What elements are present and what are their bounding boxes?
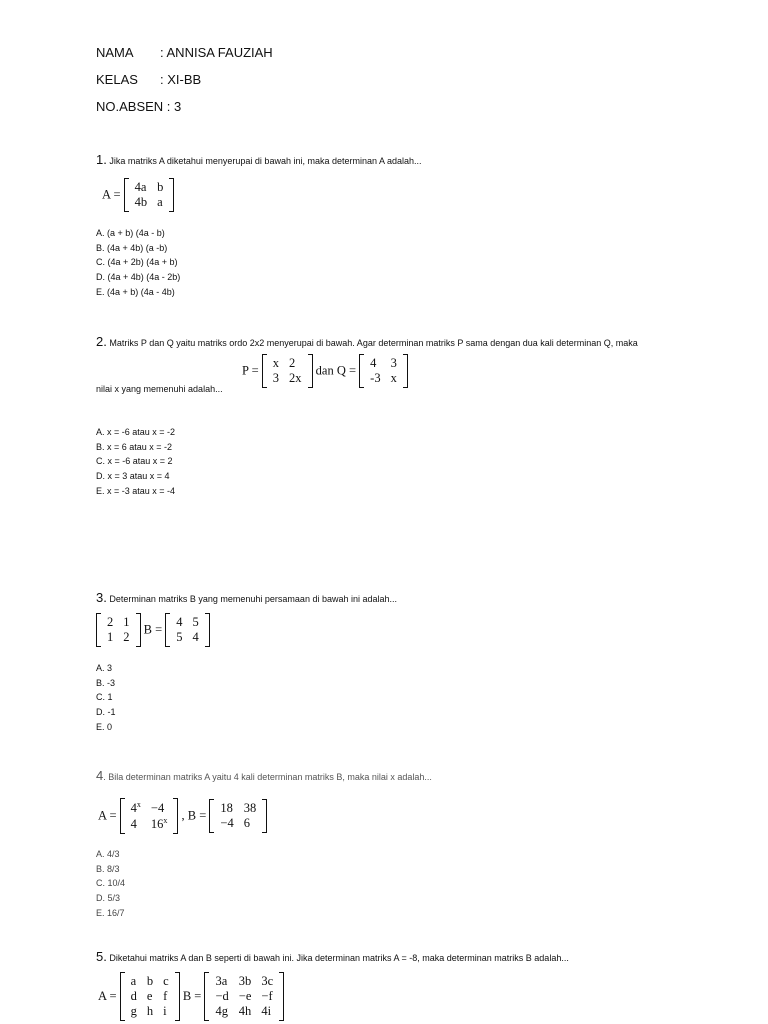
question-text: Determinan matriks B yang memenuhi persamaan di bawah ini adalah... [109,594,398,604]
matrix-cell: x [390,371,397,385]
option-item: A. 3 [96,663,113,673]
matrix-cell: f [163,989,168,1003]
matrix-left [96,613,141,647]
question-4-matrices [98,798,267,834]
exponent: x [136,800,141,809]
question-3-options [96,661,116,735]
matrix-cell: 4 [176,615,183,629]
matrix-a [124,178,175,212]
option-item: B. (4a + 4b) (a -b) [96,242,168,253]
matrix-cell: 3c [261,974,274,988]
question-number: 3. [96,590,107,605]
option-item: D. x = 3 atau x = 4 [96,471,170,482]
option-item: A. x = -6 atau x = -2 [96,427,176,437]
matrix-cell: 4h [238,1004,252,1018]
option-item: D. (4a + 4b) (4a - 2b) [96,272,181,283]
option-item: C. 10/4 [96,878,126,889]
matrix-prefix: P = [242,363,259,378]
option-item: B. -3 [96,677,116,688]
option-item: E. 0 [96,721,113,732]
matrix-cell: −f [261,989,273,1003]
question-5-matrices [98,972,284,1021]
option-item: C. (4a + 2b) (4a + b) [96,257,178,268]
nama-label: NAMA [96,45,134,60]
option-item: A. (a + b) (4a - b) [96,228,165,238]
question-text: Matriks P dan Q yaitu matriks ordo 2x2 menyerupai di bawah. Agar determinan matriks P sama dengan dua kali determinan Q, maka [109,338,638,348]
matrix-cell: 4g [215,1004,228,1018]
matrix-cell: a [157,195,163,209]
matrix-connector: B = [182,989,202,1003]
question-number: 5. [96,949,107,964]
matrix-cell: 4 [192,630,199,644]
option-item: E. x = -3 atau x = -4 [96,485,176,496]
matrix-cell [146,816,173,832]
matrix-cell: i [163,1004,167,1018]
matrix-p [262,354,313,388]
matrix-cell: g [130,1004,137,1018]
matrix-cell: 3b [238,974,252,988]
matrix-cell: 38 [243,801,257,816]
option-item: A. 4/3 [96,849,120,859]
matrix-b [209,799,267,833]
matrix-cell: 2 [289,356,296,370]
matrix-prefix: A = [98,808,117,823]
question-2-options [96,425,175,499]
matrix-cell: h [146,1004,154,1018]
matrix-cell: −4 [220,816,234,831]
question-1-text [96,152,422,167]
matrix-connector: dan Q = [315,363,357,378]
nama-value: : ANNISA FAUZIAH [160,45,273,60]
matrix-cell: a [130,974,137,988]
question-4-text [96,768,432,783]
matrix-cell: b [146,974,154,988]
matrix-connector: B = [143,622,163,637]
matrix-cell: 5 [192,615,199,629]
exponent: x [163,816,168,826]
question-2-text [96,334,638,349]
matrix-a [120,972,180,1021]
question-number: 4 [96,768,104,783]
question-text: . Bila determinan matriks A yaitu 4 kali determinan matriks B, maka nilai x adalah... [103,772,432,782]
option-item: D. -1 [96,707,116,718]
matrix-cell: 2x [289,371,302,385]
question-1-matrix [102,178,174,212]
matrix-cell: 4 [130,816,137,831]
matrix-cell: e [146,989,153,1003]
option-item: B. 8/3 [96,863,120,874]
matrix-cell: −e [238,989,252,1003]
matrix-cell: 1 [123,615,130,629]
matrix-cell: 18 [220,801,233,816]
matrix-cell: 6 [243,816,250,831]
question-2-matrices [242,354,408,388]
option-item: B. x = 6 atau x = -2 [96,441,173,452]
matrix-cell: x [272,356,280,370]
question-3-matrices [96,613,210,647]
matrix-cell: −d [215,989,229,1003]
question-3-text [96,590,397,605]
matrix-cell: 3 [390,356,397,370]
option-item: E. (4a + b) (4a - 4b) [96,286,175,297]
question-number: 1. [96,152,107,167]
matrix-a [120,798,179,834]
matrix-cell: b [157,180,164,194]
question-text: Diketahui matriks A dan B seperti di bawah ini. Jika determinan matriks A = -8, maka determinan matriks B adalah... [109,953,569,963]
kelas-label: KELAS [96,72,138,87]
matrix-cell: 5 [176,630,183,644]
matrix-b [204,972,284,1021]
option-item: C. x = -6 atau x = 2 [96,456,173,467]
option-item: E. 16/7 [96,907,125,918]
matrix-cell: 1 [107,630,114,644]
matrix-connector: , B = [181,808,207,823]
question-4-options [96,847,125,921]
matrix-right [165,613,210,647]
matrix-cell: -3 [370,371,381,385]
kelas-value: : XI-BB [160,72,202,87]
matrix-cell: d [130,989,137,1003]
matrix-cell: 4i [261,1004,272,1018]
question-5-text [96,949,569,964]
option-item: D. 5/3 [96,893,121,904]
matrix-prefix: A = [102,187,121,202]
option-item: C. 1 [96,692,113,703]
question-number: 2. [96,334,107,349]
matrix-cell: 4b [134,195,148,209]
matrix-cell: −4 [150,800,165,815]
absen-line: NO.ABSEN : 3 [96,99,182,114]
question-2-text-continued: nilai x yang memenuhi adalah... [96,384,223,394]
matrix-cell: 4a [134,180,147,194]
question-text: Jika matriks A diketahui menyerupai di bawah ini, maka determinan A adalah... [109,156,422,166]
matrix-cell: 3a [215,974,228,988]
matrix-cell: c [163,974,169,988]
matrix-cell [126,800,146,816]
matrix-prefix: A = [98,989,117,1003]
matrix-cell: 3 [272,371,280,385]
matrix-cell: 4 [370,356,377,370]
exponent-base: 16 [150,817,164,832]
question-1-options [96,226,180,300]
matrix-q [359,354,408,388]
exponent-base: 4 [130,801,137,816]
matrix-cell: 2 [107,615,114,629]
matrix-cell: 2 [123,630,130,644]
